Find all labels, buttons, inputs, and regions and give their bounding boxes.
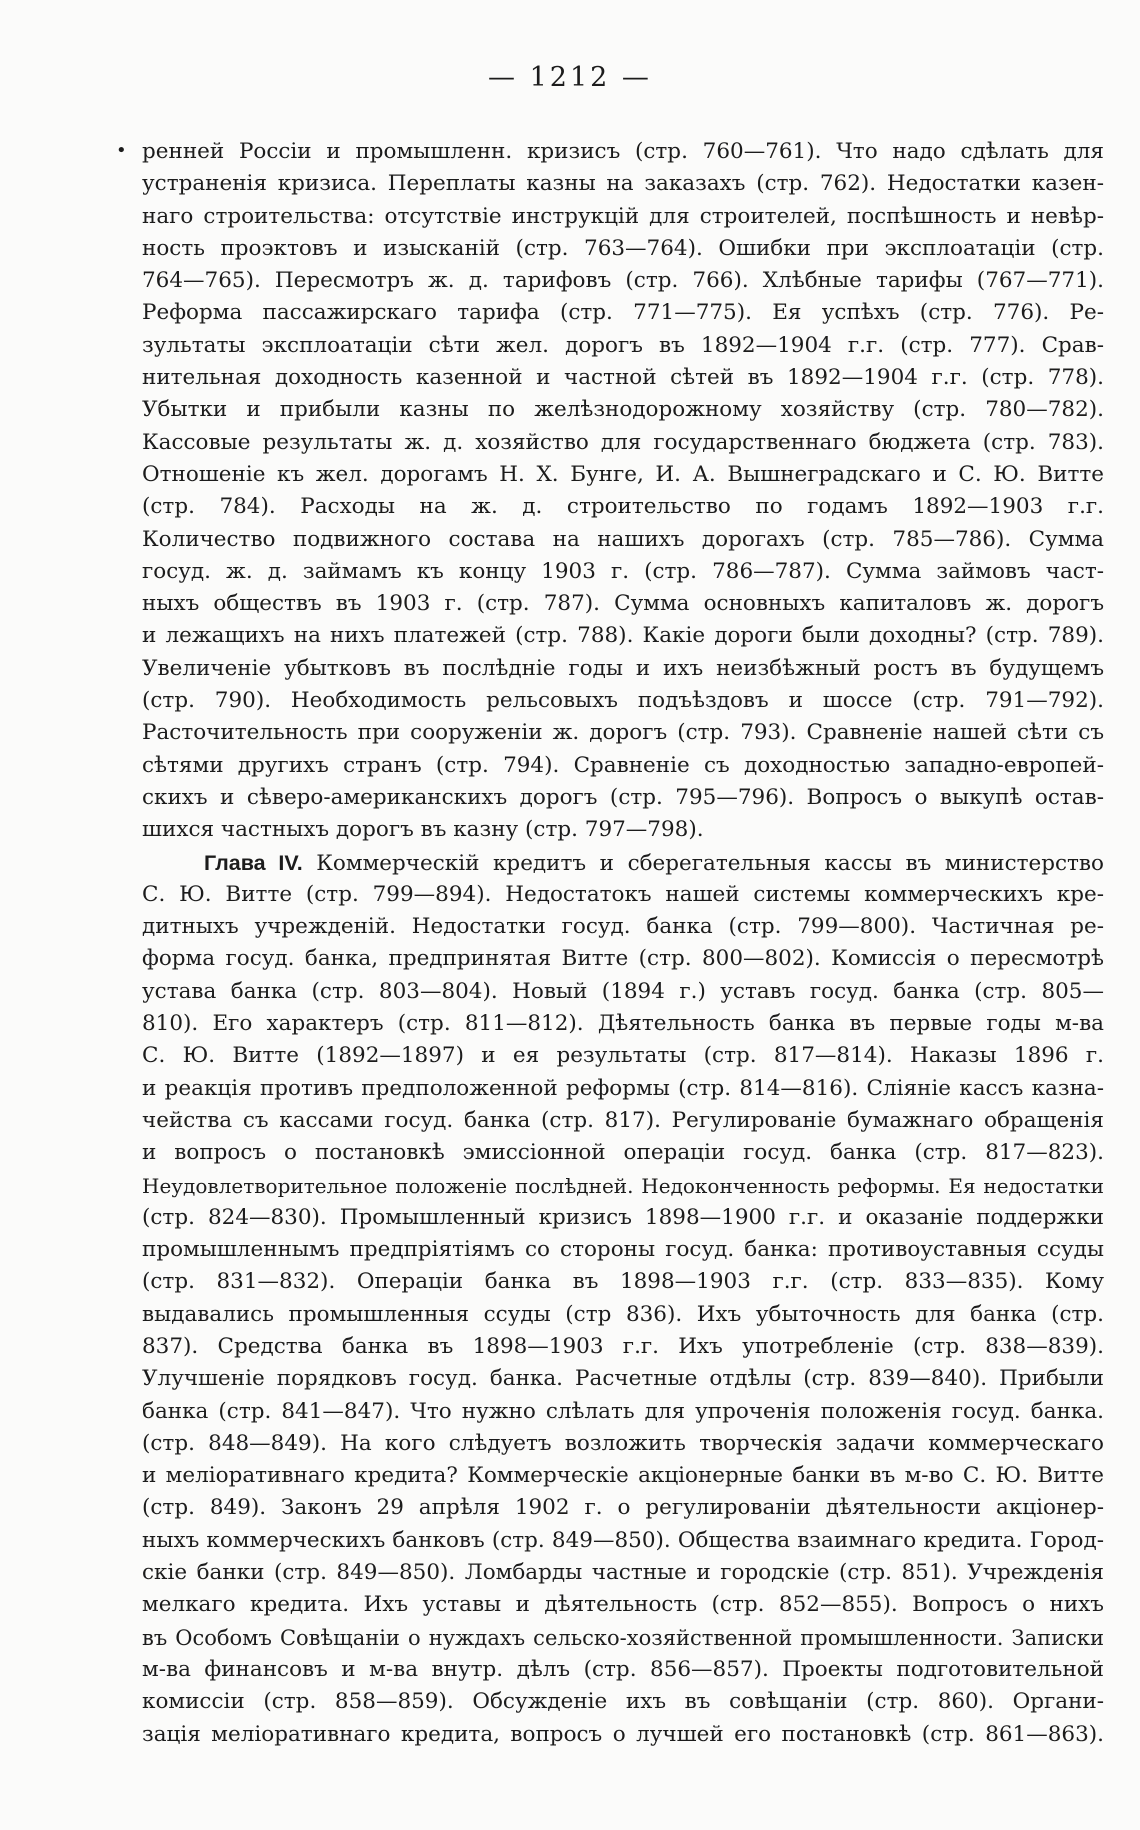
paragraph-chapter-4 [142, 847, 1104, 1751]
paragraph-railways [142, 136, 1104, 847]
text-line: сѣтями другихъ странъ (стр. 794). Сравненіе съ доходностью западно-европей- [142, 752, 1104, 778]
text-line: Неудовлетворительное положеніе послѣдней. Недоконченность реформы. Ея недостатки [142, 1173, 1104, 1198]
text-line: дитныхъ учрежденій. Недостатки госуд. банка (стр. 799—800). Частичная ре- [142, 914, 1104, 940]
text-line: чейства съ кассами госуд. банка (стр. 817). Регулированіе бумажнаго обращенія [142, 1107, 1104, 1133]
text-line: ныхъ обществъ въ 1903 г. (стр. 787). Сумма основныхъ капиталовъ ж. дорогъ [142, 591, 1104, 617]
text-line: Увеличеніе убытковъ въ послѣдніе годы и ихъ неизбѣжный ростъ въ будущемъ [142, 655, 1104, 681]
chapter-heading-line [142, 847, 1104, 879]
text-line: 810). Его характеръ (стр. 811—812). Дѣятельность банка въ первые годы м-ва [142, 1011, 1104, 1037]
text-line: Реформа пассажирскаго тарифа (стр. 771—775). Ея успѣхъ (стр. 776). Ре- [142, 300, 1104, 326]
text-line: и лежащихъ на нихъ платежей (стр. 788). Какіе дороги были доходны? (стр. 789). [142, 623, 1104, 649]
body-text [142, 136, 1104, 1751]
text-line: м-ва финансовъ и м-ва внутр. дѣлъ (стр. 856—857). Проекты подготовительной [142, 1656, 1104, 1682]
text-line: (стр. 824—830). Промышленный кризисъ 1898—1900 г.г. и оказаніе поддержки [142, 1204, 1104, 1230]
page-number: — 1212 — [488, 62, 652, 93]
text-line: форма госуд. банка, предпринятая Витте (стр. 800—802). Комиссія о пересмотрѣ [142, 946, 1104, 972]
text-line: (стр. 849). Законъ 29 апрѣля 1902 г. о регулированіи дѣятельности акціонер- [142, 1495, 1104, 1521]
text-line: зація меліоративнаго кредита, вопросъ о лучшей его постановкѣ (стр. 861—863). [142, 1721, 1104, 1747]
text-line: мелкаго кредита. Ихъ уставы и дѣятельность (стр. 852—855). Вопросъ о нихъ [142, 1592, 1104, 1618]
text-line: 837). Средства банка въ 1898—1903 г.г. Ихъ употребленіе (стр. 838—839). [142, 1333, 1104, 1359]
margin-mark: • [116, 140, 127, 161]
text-line: промышленнымъ предпріятіямъ со стороны госуд. банка: противоуставныя ссуды [142, 1237, 1104, 1263]
text-line: въ Особомъ Совѣщаніи о нуждахъ сельско-хозяйственной промышленности. Записки [142, 1625, 1104, 1650]
text-line: банка (стр. 841—847). Что нужно слѣлать для упроченія положенія госуд. банка. [142, 1398, 1104, 1424]
text-line: выдавались промышленныя ссуды (стр 836). Ихъ убыточность для банка (стр. [142, 1301, 1104, 1327]
text-line: наго строительства: отсутствіе инструкцій для строителей, поспѣшность и невѣр- [142, 203, 1104, 229]
text-line: Расточительность при сооруженіи ж. дорогъ (стр. 793). Сравненіе нашей сѣти съ [142, 720, 1104, 746]
text-line: ренней Россіи и промышленн. кризисъ (стр. 760—761). Что надо сдѣлать для [142, 139, 1104, 164]
text-line: ныхъ коммерческихъ банковъ (стр. 849—850). Общества взаимнаго кредита. Город- [142, 1527, 1104, 1553]
text-line: Улучшеніе порядковъ госуд. банка. Расчетные отдѣлы (стр. 839—840). Прибыли [142, 1366, 1104, 1392]
chapter-label: Глава IV. [204, 850, 303, 875]
text-line: Кассовые результаты ж. д. хозяйство для государственнаго бюджета (стр. 783). [142, 429, 1104, 455]
text-line: (стр. 784). Расходы на ж. д. строительство по годамъ 1892—1903 г.г. [142, 494, 1104, 520]
text-line: нительная доходность казенной и частной сѣтей въ 1892—1904 г.г. (стр. 778). [142, 365, 1104, 391]
text-line: и меліоративнаго кредита? Коммерческіе акціонерные банки въ м-во С. Ю. Витте [142, 1463, 1104, 1489]
text-line: 764—765). Пересмотръ ж. д. тарифовъ (стр. 766). Хлѣбные тарифы (767—771). [142, 268, 1104, 294]
text-line: шихся частныхъ дорогъ въ казну (стр. 797—798). [142, 817, 704, 843]
text-line: устраненія кризиса. Переплаты казны на заказахъ (стр. 762). Недостатки казен- [142, 171, 1104, 197]
text-line: С. Ю. Витте (1892—1897) и ея результаты (стр. 817—814). Наказы 1896 г. [142, 1043, 1104, 1069]
text-line: устава банка (стр. 803—804). Новый (1894 г.) уставъ госуд. банка (стр. 805— [142, 978, 1104, 1004]
text-line: Убытки и прибыли казны по желѣзнодорожному хозяйству (стр. 780—782). [142, 397, 1104, 423]
chapter-title: Коммерческій кредитъ и сберегательныя кассы въ министерство [316, 850, 1104, 876]
text-line: (стр. 831—832). Операціи банка въ 1898—1903 г.г. (стр. 833—835). Кому [142, 1269, 1104, 1295]
text-line: С. Ю. Витте (стр. 799—894). Недостатокъ нашей системы коммерческихъ кре- [142, 881, 1104, 907]
text-line: и реакція противъ предположенной реформы (стр. 814—816). Сліяніе кассъ казна- [142, 1075, 1104, 1101]
text-line: скихъ и сѣверо-американскихъ дорогъ (стр. 795—796). Вопросъ о выкупѣ остав- [142, 784, 1104, 810]
text-line: ность проэктовъ и изысканій (стр. 763—764). Ошибки при эксплоатаціи (стр. [142, 235, 1104, 261]
text-line: Количество подвижного состава на нашихъ дорогахъ (стр. 785—786). Сумма [142, 526, 1104, 552]
text-line: и вопросъ о постановкѣ эмиссіонной операціи госуд. банка (стр. 817—823). [142, 1140, 1104, 1166]
text-line: (стр. 848—849). На кого слѣдуетъ возложить творческія задачи коммерческаго [142, 1430, 1104, 1456]
text-line: комиссіи (стр. 858—859). Обсужденіе ихъ въ совѣщаніи (стр. 860). Органи- [142, 1689, 1104, 1715]
text-line: скіе банки (стр. 849—850). Ломбарды частные и городскіе (стр. 851). Учрежденія [142, 1560, 1104, 1586]
text-line: (стр. 790). Необходимость рельсовыхъ подъѣздовъ и шоссе (стр. 791—792). [142, 688, 1104, 714]
text-line: зультаты эксплоатаціи сѣти жел. дорогъ въ 1892—1904 г.г. (стр. 777). Срав- [142, 332, 1104, 358]
text-line: Отношеніе къ жел. дорогамъ Н. Х. Бунге, И. А. Вышнеградскаго и С. Ю. Витте [142, 461, 1104, 487]
text-line: госуд. ж. д. займамъ къ концу 1903 г. (стр. 786—787). Сумма займовъ част- [142, 558, 1104, 584]
